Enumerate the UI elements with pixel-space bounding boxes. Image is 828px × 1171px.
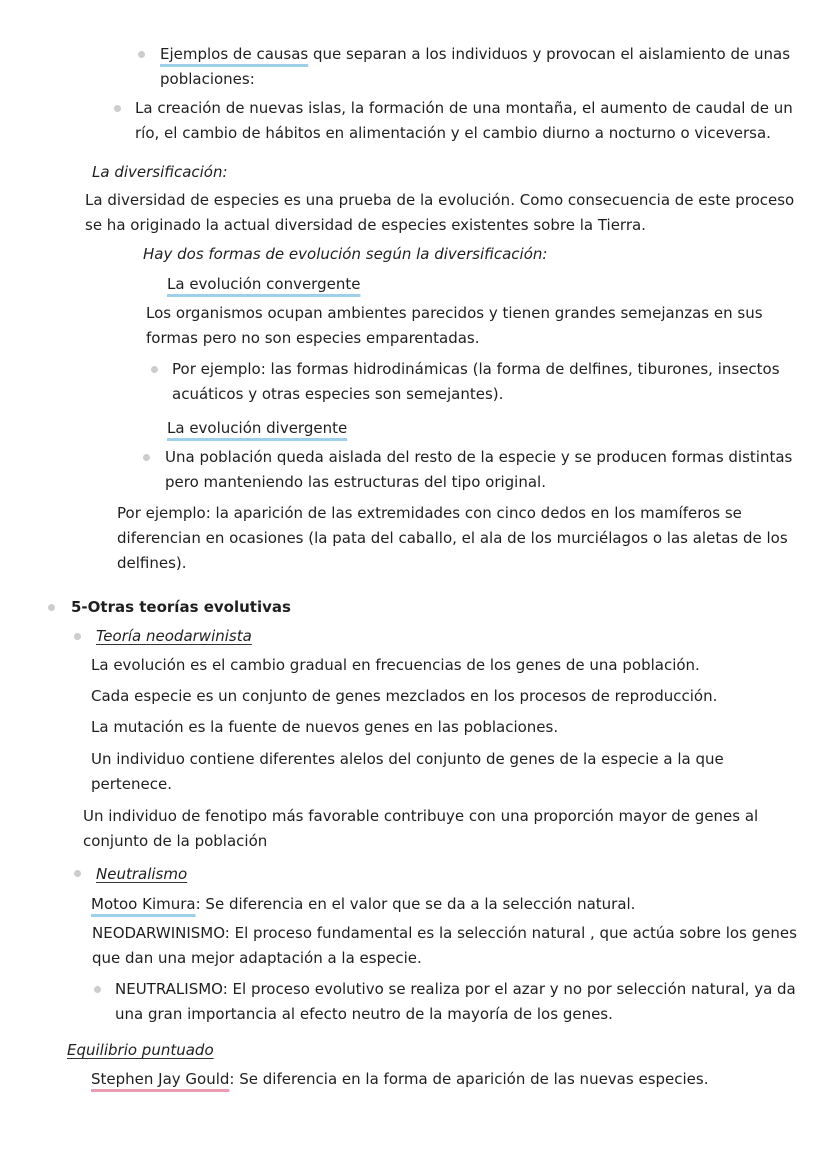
neutral-line-1: NEUTRALISMO: El proceso evolutivo se realiza por el azar y no por selección natural, ya da: [115, 980, 796, 998]
causes-example-line-2: río, el cambio de hábitos en alimentación y el cambio diurno a nocturno o viceversa.: [135, 124, 771, 142]
convergent-line-1: Los organismos ocupan ambientes parecidos y tienen grandes semejanzas en sus: [146, 304, 763, 322]
convergent-example-line-2: acuáticos y otras especies son semejantes).: [172, 385, 504, 403]
punctuated-title: Equilibrio puntuado: [67, 1041, 214, 1059]
neodarwinist-p1: La evolución es el cambio gradual en frecuencias de los genes de una población.: [91, 656, 700, 674]
bullet-icon: [151, 366, 158, 373]
neodarwinist-p4-line-1: Un individuo contiene diferentes alelos del conjunto de genes de la especie a la que: [91, 750, 724, 768]
causes-label: Ejemplos de causas: [160, 45, 309, 63]
divergent-example-line-3: delfines).: [117, 554, 187, 572]
bullet-icon: [74, 633, 81, 640]
bullet-icon: [94, 986, 101, 993]
neo-line-2: que dan una mejor adaptación a la especie.: [92, 949, 422, 967]
convergent-title: La evolución convergente: [167, 275, 361, 293]
gould-line: Stephen Jay Gould: Se diferencia en la forma de aparición de las nuevas especies.: [91, 1070, 709, 1088]
causes-example-line-1: La creación de nuevas islas, la formación de una montaña, el aumento de caudal de un: [135, 99, 793, 117]
neutralism-title: Neutralismo: [96, 865, 188, 883]
bullet-icon: [138, 51, 145, 58]
neodarwinist-p4-line-2: pertenece.: [91, 775, 173, 793]
kimura-line: Motoo Kimura: Se diferencia en el valor que se da a la selección natural.: [91, 895, 636, 913]
diversification-heading: La diversificación:: [92, 163, 228, 181]
bullet-icon: [114, 105, 121, 112]
neodarwinist-p2: Cada especie es un conjunto de genes mezclados en los procesos de reproducción.: [91, 687, 718, 705]
causes-line-1: Ejemplos de causas que separan a los individuos y provocan el aislamiento de unas: [160, 45, 791, 63]
neodarwinist-p5-line-2: conjunto de la población: [83, 832, 268, 850]
divergent-example-line-1: Por ejemplo: la aparición de las extremidades con cinco dedos en los mamíferos se: [117, 504, 742, 522]
divergent-bullet-line-1: Una población queda aislada del resto de la especie y se producen formas distintas: [165, 448, 793, 466]
neodarwinist-title: Teoría neodarwinista: [96, 627, 252, 645]
divergent-bullet-line-2: pero manteniendo las estructuras del tipo original.: [165, 473, 546, 491]
neo-line-1: NEODARWINISMO: El proceso fundamental es la selección natural , que actúa sobre los genes: [92, 924, 797, 942]
neodarwinist-p3: La mutación es la fuente de nuevos genes en las poblaciones.: [91, 718, 559, 736]
gould-author: Stephen Jay Gould: [91, 1070, 230, 1088]
bullet-icon: [48, 604, 55, 611]
bullet-icon: [74, 870, 81, 877]
kimura-author: Motoo Kimura: [91, 895, 196, 913]
convergent-line-2: formas pero no son especies emparentadas.: [146, 329, 480, 347]
bullet-icon: [143, 454, 150, 461]
neutral-line-2: una gran importancia al efecto neutro de la mayoría de los genes.: [115, 1005, 613, 1023]
divergent-example-line-2: diferencian en ocasiones (la pata del caballo, el ala de los murciélagos o las aletas de los: [117, 529, 788, 547]
causes-line-2: poblaciones:: [160, 70, 255, 88]
diversification-para-line-1: La diversidad de especies es una prueba de la evolución. Como consecuencia de este proceso: [85, 191, 795, 209]
divergent-title: La evolución divergente: [167, 419, 348, 437]
section-5-title: 5-Otras teorías evolutivas: [71, 598, 291, 616]
diversification-para-line-2: se ha originado la actual diversidad de especies existentes sobre la Tierra.: [85, 216, 646, 234]
convergent-example-line-1: Por ejemplo: las formas hidrodinámicas (la forma de delfines, tiburones, insectos: [172, 360, 780, 378]
forms-intro: Hay dos formas de evolución según la diversificación:: [143, 245, 548, 263]
neodarwinist-p5-line-1: Un individuo de fenotipo más favorable contribuye con una proporción mayor de genes al: [83, 807, 759, 825]
